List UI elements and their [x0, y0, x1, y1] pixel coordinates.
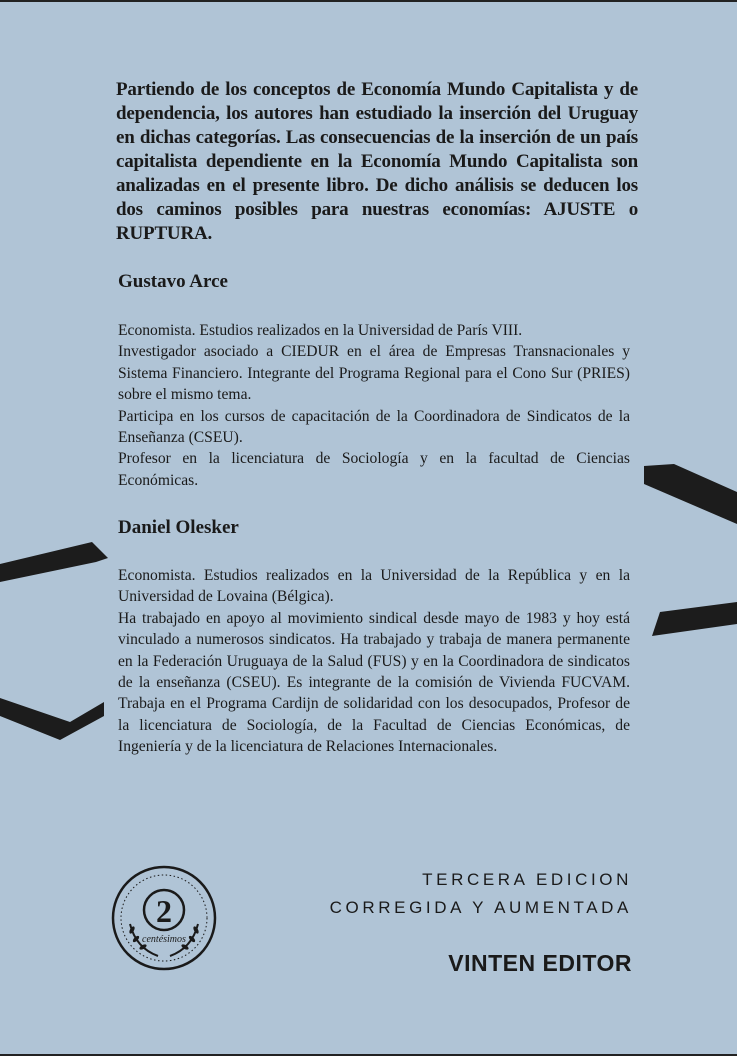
author-bio-daniel-olesker — [118, 565, 630, 758]
bio-line: Ha trabajado en apoyo al movimiento sindical desde mayo de 1983 y hoy está vinculado a numerosos sindicatos. Ha trabajado y trabaja de manera permanente en la Federación Uruguaya de la Salud (FUS) y en la Coordinadora de sindicatos de la enseñanza (CSEU). Es integrante de la comisión de Vivienda FUCVAM. Trabaja en el Programa Cardijn de solidaridad con los desocupados, Profesor de la licenciatura de Sociología, de la Facultad de Ciencias Económicas, de Ingeniería y de la licenciatura de Relaciones Internacionales. — [118, 609, 630, 756]
author-bio-gustavo-arce — [118, 320, 630, 491]
author-name-daniel-olesker: Daniel Olesker — [118, 517, 239, 538]
bio-line: Economista. Estudios realizados en la Universidad de París VIII. — [118, 322, 523, 339]
bio-line: Economista. Estudios realizados en la Universidad de la República y en la Universidad de Lovaina (Bélgica). — [118, 567, 630, 606]
coin-ring-text: centésimos — [142, 934, 186, 945]
edition-line-2: CORREGIDA Y AUMENTADA — [329, 898, 632, 917]
coin-numeral: 2 — [156, 893, 172, 929]
right-lower-slash-mark — [652, 600, 737, 640]
bio-line: Profesor en la licenciatura de Sociología y en la facultad de Ciencias Económicas. — [118, 450, 630, 489]
edition-line-1: TERCERA EDICION — [422, 870, 632, 889]
coin-logo — [110, 864, 218, 972]
bio-line: Participa en los cursos de capacitación de la Coordinadora de Sindicatos de la Enseñanza (CSEU). — [118, 407, 630, 447]
intro-paragraph: Partiendo de los conceptos de Economía Mundo Capitalista y de dependencia, los autores han estudiado la inserción del Uruguay en dichas categorías. Las consecuencias de la inserción de un país capitalista dependiente en la Economía Mundo Capitalista son analizadas en el presente libro. De dicho análisis se deducen los dos caminos posibles para nuestras economías: AJUSTE o RUPTURA. — [116, 79, 638, 244]
publisher-name: VINTEN EDITOR — [448, 950, 632, 976]
author-name-gustavo-arce: Gustavo Arce — [118, 271, 228, 292]
left-lower-slash-mark — [0, 692, 106, 744]
left-upper-slash-mark — [0, 536, 110, 584]
bio-line: Investigador asociado a CIEDUR en el área de Empresas Transnacionales y Sistema Financiero. Integrante del Programa Regional para el Cono Sur (PRIES) sobre el mismo tema. — [118, 343, 630, 404]
right-upper-slash-mark — [644, 464, 737, 528]
